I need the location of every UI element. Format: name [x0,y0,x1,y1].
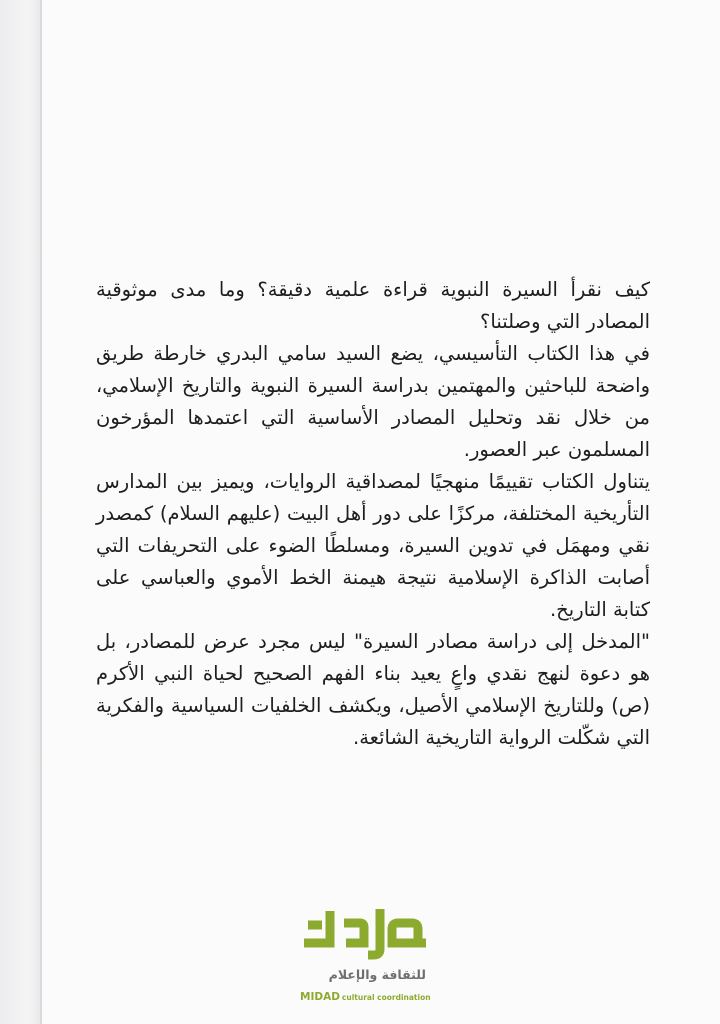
publisher-brand-name: MIDAD [300,991,340,1003]
blurb-paragraph-intro: في هذا الكتاب التأسيسي، يضع السيد سامي البدري خارطة طريق واضحة للباحثين والمهتمين بدراسة السيرة النبوية والتاريخ الإسلامي، من خلال نقد وتحليل المصادر الأساسية التي اعتمدها المؤرخون المسلمون عبر العصور. [96,342,650,461]
midad-logo-icon [300,905,430,963]
publisher-english-tagline: cultural coordination [341,993,431,1002]
book-spine-edge [0,0,40,1024]
blurb-paragraph-question: كيف نقرأ السيرة النبوية قراءة علمية دقيقة؟ وما مدى موثوقية المصادر التي وصلتنا؟ [96,278,650,333]
blurb-paragraph-conclusion: "المدخل إلى دراسة مصادر السيرة" ليس مجرد عرض للمصادر، بل هو دعوة لنهج نقدي واعٍ يعيد بناء الفهم الصحيح لحياة النبي الأكرم (ص) وللتاريخ الإسلامي الأصيل، ويكشف الخلفيات السياسية والفكرية التي شكّلت الرواية التاريخية الشائعة. [96,630,650,749]
publisher-logo [298,905,438,1003]
publisher-arabic-tagline: للثقافة والإعلام [328,967,426,982]
blurb-text [96,274,650,754]
blurb-paragraph-content: يتناول الكتاب تقييمًا منهجيًا لمصداقية الروايات، ويميز بين المدارس التأريخية المختلفة، مركزًا على دور أهل البيت (عليهم السلام) كمصدر نقي ومهمَل في تدوين السيرة، ومسلطًا الضوء على التحريفات التي أصابت الذاكرة الإسلامية نتيجة هيمنة الخط الأموي والعباسي على كتابة التاريخ. [96,470,650,621]
publisher-english-line [300,985,431,1004]
